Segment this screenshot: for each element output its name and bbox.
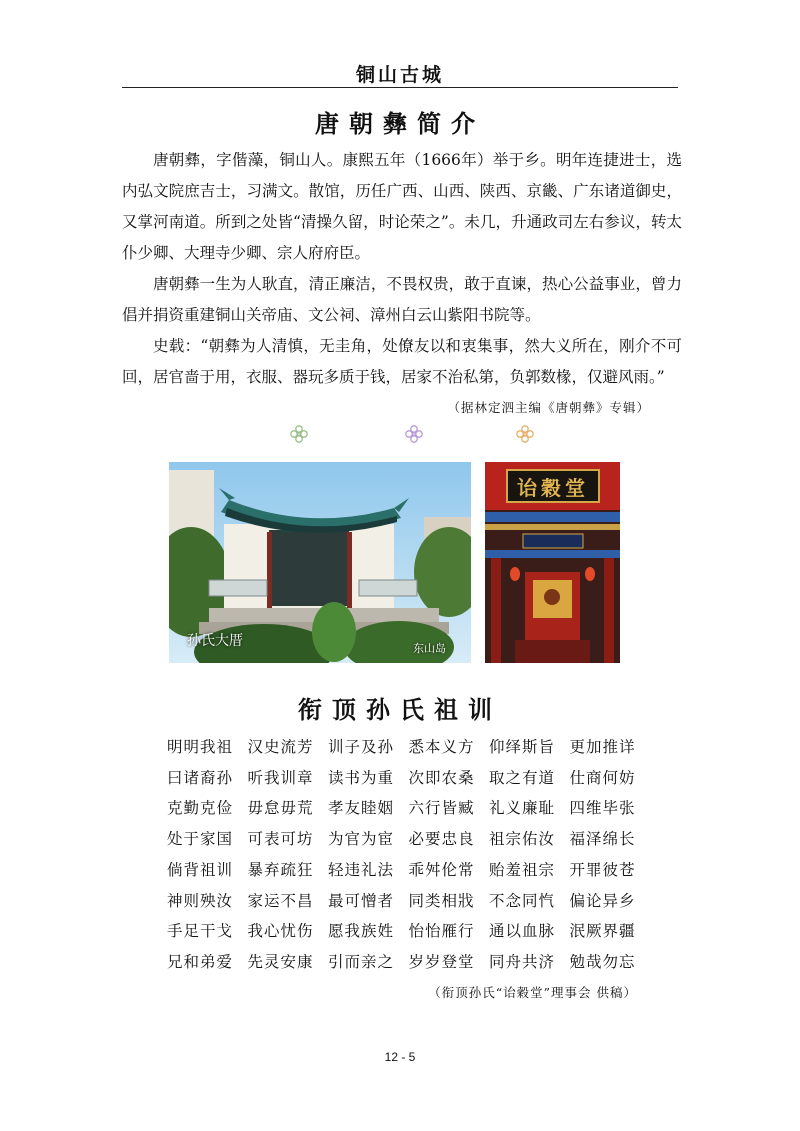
motto-phrase: 不念同忾 [489,891,556,910]
motto-phrase: 勉哉勿忘 [569,952,636,971]
motto-phrase: 明明我祖 [167,738,234,756]
motto-phrase: 福泽绵长 [569,830,636,849]
header-title: 铜山古城 [355,64,444,86]
motto-phrase: 倘背祖训 [167,860,234,879]
motto-phrase: 家运不昌 [247,891,314,910]
motto-phrase: 听我训章 [247,768,314,787]
motto-phrase: 更加推详 [569,738,636,756]
motto-source: （衔顶孙氏“诒穀堂”理事会 供稿） [428,985,637,1000]
flower-icon [289,424,309,444]
motto-row [167,735,647,763]
photo-caption: 孙氏大厝 [187,633,243,649]
motto-phrase: 四维毕张 [569,799,636,818]
motto-row [167,858,647,886]
bio-paragraph-3: 史载：“朝彝为人清慎，无圭角，处僚友以和衷集事，然大义所在，刚介不可回，居官啬于用，衣服、器玩多质于钱，居家不治私第，负郭数椽，仅避风雨。” [122,337,682,386]
photo-hall-interior [485,462,620,663]
motto-phrase: 贻羞祖宗 [489,860,556,879]
motto-phrase: 轻违礼法 [328,860,395,879]
hall-plaque-text: 诒穀堂 [517,476,589,500]
bio-paragraph-2: 唐朝彝一生为人耿直，清正廉洁，不畏权贵，敢于直谏，热心公益事业，曾力倡并捐资重建铜山关帝庙、文公祠、漳州白云山紫阳书院等。 [122,275,682,324]
bio-source: （据林定泗主编《唐朝彝》专辑） [447,400,650,415]
motto-phrase: 先灵安康 [247,952,314,971]
motto-title: 衔顶孙氏祖训 [298,695,502,724]
motto-phrase: 开罪彼苍 [569,860,636,879]
bio-title: 唐朝彝简介 [315,109,485,138]
motto-phrase: 毋怠毋荒 [247,799,314,818]
motto-row [167,827,647,855]
motto-phrase: 孝友睦姻 [328,799,395,818]
motto-phrase: 悉本义方 [408,738,475,756]
motto-phrase: 兄和弟爱 [167,952,234,971]
motto-phrase: 引而亲之 [328,952,395,971]
motto-row [167,796,647,824]
motto-row [167,950,647,978]
motto-phrase: 礼义廉耻 [489,799,556,818]
motto-phrase: 汉史流芳 [247,738,314,756]
motto-phrase: 训子及孙 [328,738,395,756]
motto-phrase: 愿我族姓 [328,922,395,941]
motto-phrase: 通以血脉 [489,922,556,941]
motto-phrase: 偏论异乡 [569,891,636,910]
motto-phrase: 仰绎斯旨 [489,738,556,756]
motto-row [167,919,647,947]
motto-phrase: 读书为重 [328,768,395,787]
header-divider [122,87,678,88]
motto-phrase: 必要忠良 [408,830,475,849]
motto-phrase: 岁岁登堂 [408,952,475,971]
motto-phrase: 暴弃疏狂 [247,860,314,879]
motto-phrase: 取之有道 [489,768,556,787]
motto-phrase: 我心忧伤 [247,922,314,941]
motto-phrase: 神则殃汝 [167,891,234,910]
motto-phrase: 同类相戕 [408,891,475,910]
motto-phrase: 六行皆臧 [408,799,475,818]
bio-paragraph-1: 唐朝彝，字偕藻，铜山人。康熙五年（1666年）举于乡。明年连捷进士，选内弘文院庶吉士，习满文。散馆，历任广西、山西、陕西、京畿、广东诸道御史，又掌河南道。所到之处皆“清操久留，时论荣之”。未几，升通政司左右参议，转太仆少卿、大理寺少卿、宗人府府臣。 [122,151,682,262]
motto-phrase: 同舟共济 [489,952,556,971]
motto-phrase: 手足干戈 [167,922,234,941]
motto-phrase: 仕商何妨 [569,768,636,787]
motto-phrase: 曰诸裔孙 [167,768,234,787]
photo-ancestral-house [169,462,471,663]
motto-phrase: 乖舛伦常 [408,860,475,879]
motto-phrase: 次即农桑 [408,768,475,787]
flower-icon [404,424,424,444]
motto-row [167,889,647,917]
motto-phrase: 克勤克俭 [167,799,234,818]
flower-icon [515,424,535,444]
motto-phrase: 处于家国 [167,830,234,849]
motto-phrase: 祖宗佑汝 [489,830,556,849]
motto-phrase: 可表可坊 [247,830,314,849]
photo-watermark: 东山岛 [413,643,446,655]
motto-row [167,766,647,794]
motto-phrase: 泯厥界疆 [569,922,636,941]
page-number: 12 - 5 [384,1050,416,1064]
motto-phrase: 最可憎者 [328,891,395,910]
motto-phrase: 怡怡雁行 [408,922,475,941]
motto-phrase: 为官为宦 [328,830,395,849]
